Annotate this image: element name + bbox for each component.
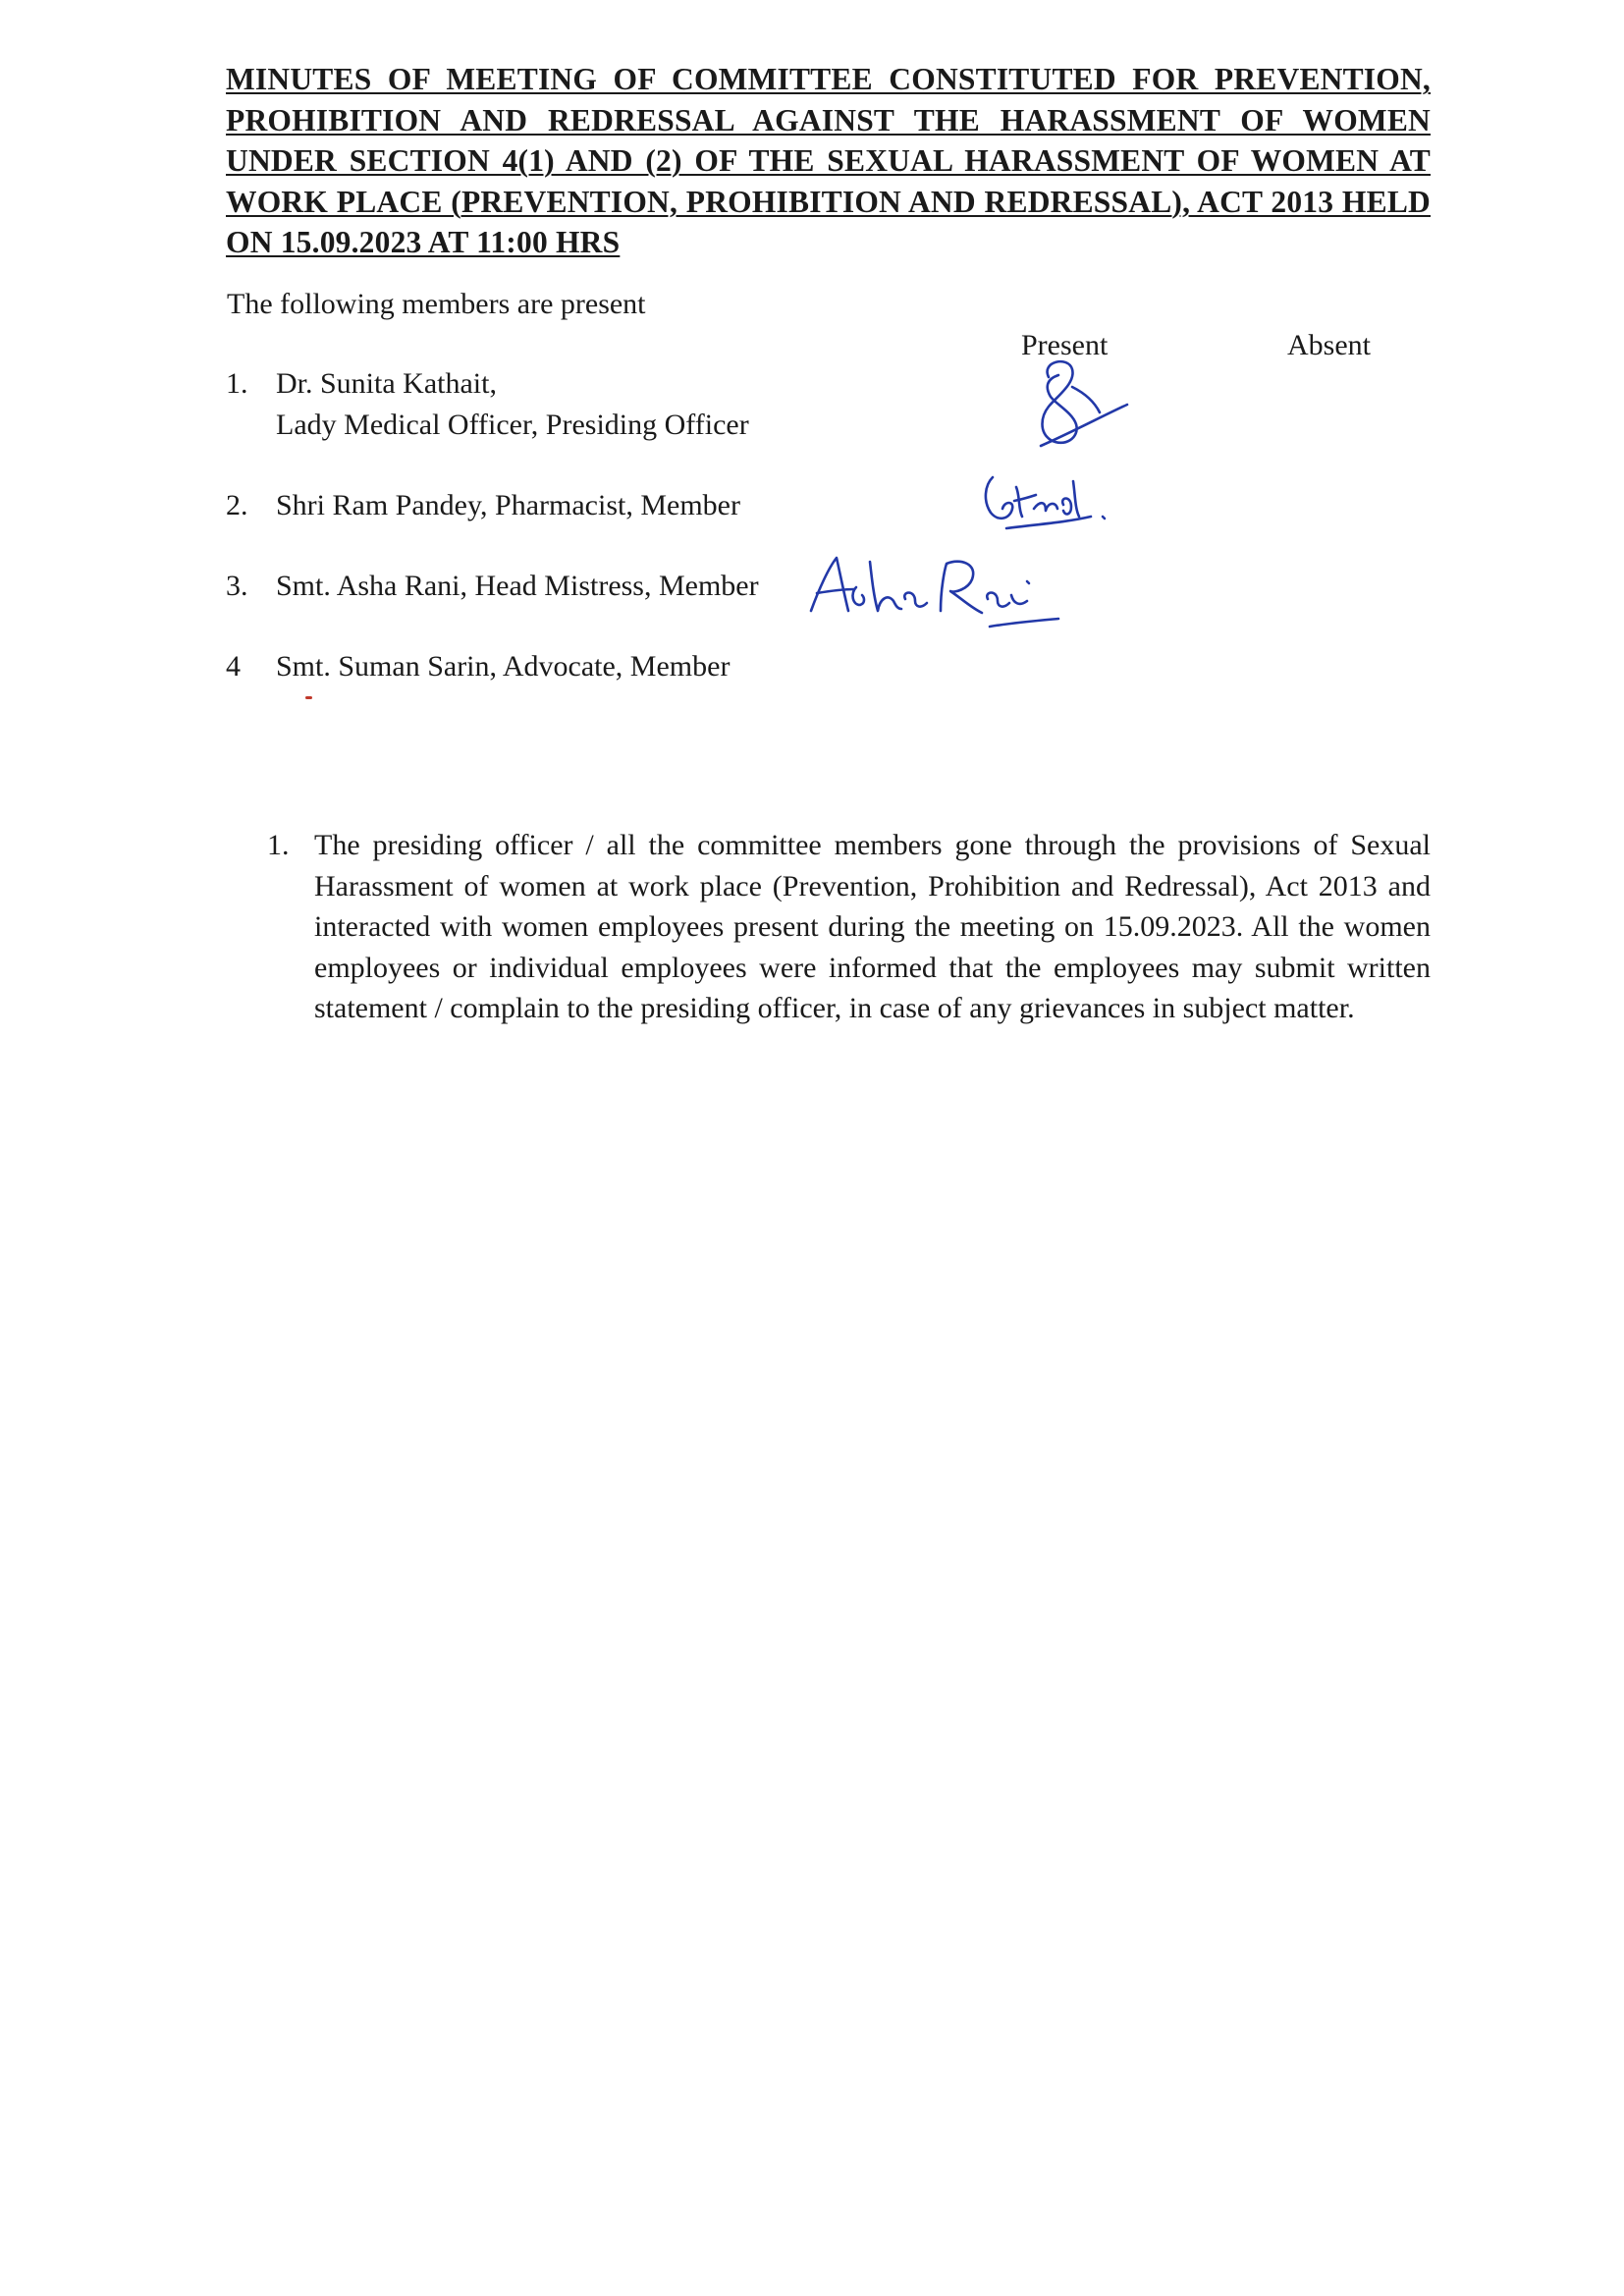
member-name-line-1: Dr. Sunita Kathait, (276, 367, 497, 400)
member-name: Smt. Suman Sarin, Advocate, Member (276, 650, 731, 683)
members-intro: The following members are present (227, 288, 646, 320)
absent-column-heading: Absent (1287, 329, 1371, 361)
member-number: 1. (226, 367, 248, 400)
member-number: 2. (226, 489, 248, 521)
ink-speck (305, 696, 312, 699)
minutes-point-1 (267, 825, 1431, 1029)
member-name (276, 363, 749, 446)
member-name: Smt. Asha Rani, Head Mistress, Member (276, 570, 759, 602)
document-title: MINUTES OF MEETING OF COMMITTEE CONSTITUTED FOR PREVENTION, PROHIBITION AND REDRESSAL AGAINST THE HARASSMENT OF WOMEN UNDER SECTION 4(1) AND (2) OF THE SEXUAL HARASSMENT OF WOMEN AT WORK PLACE (PREVENTION, PROHIBITION AND REDRESSAL), ACT 2013 HELD ON 15.09.2023 AT 11:00 HRS (226, 62, 1431, 259)
signature-member-1 (1011, 354, 1149, 462)
point-text: The presiding officer / all the committee members gone through the provisions of Sexual Harassment of women at work place (Prevention, Prohibition and Redressal), Act 2013 and interacted with women employees present during the meeting on 15.09.2023. All the women employees or individual employees were informed that the employees may submit written statement / complain to the presiding officer, in case of any grievances in subject matter. (314, 829, 1431, 1024)
present-column-heading: Present (1021, 329, 1109, 361)
member-name: Shri Ram Pandey, Pharmacist, Member (276, 489, 740, 521)
signature-member-2 (967, 462, 1124, 540)
signature-member-3 (803, 546, 1068, 634)
point-number: 1. (267, 829, 290, 861)
member-name-line-2: Lady Medical Officer, Presiding Officer (276, 409, 749, 441)
member-number: 4 (226, 650, 241, 683)
member-number: 3. (226, 570, 248, 602)
